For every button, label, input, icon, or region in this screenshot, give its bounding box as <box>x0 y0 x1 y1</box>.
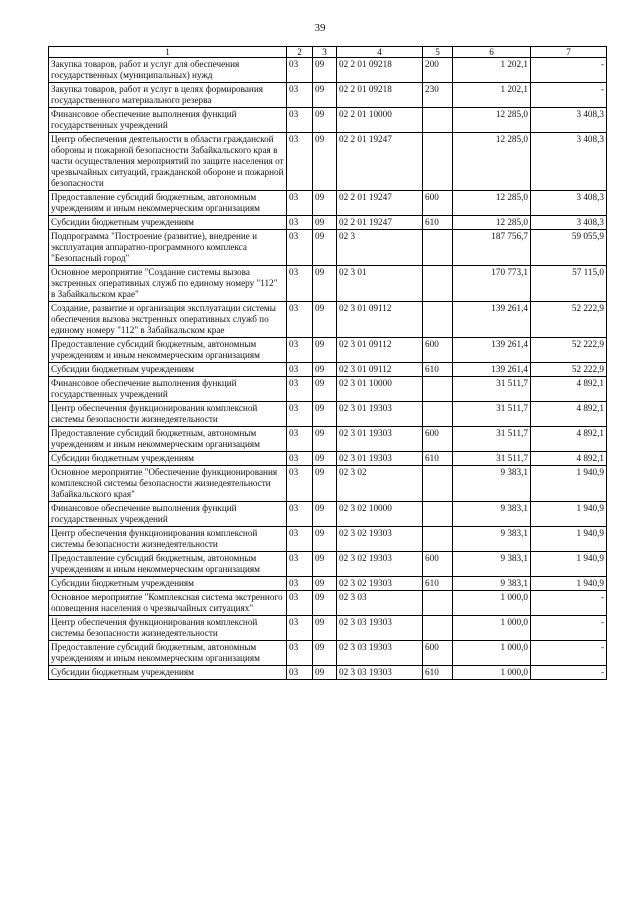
expense-type-cell: 600 <box>423 427 453 452</box>
amount-col6-cell: 12 285,0 <box>453 216 531 230</box>
target-article-cell: 02 2 01 19247 <box>337 133 423 191</box>
section-code-cell: 03 <box>287 338 313 363</box>
expense-type-cell: 610 <box>423 666 453 680</box>
expense-type-cell: 610 <box>423 216 453 230</box>
expense-type-cell <box>423 466 453 502</box>
table-row <box>49 552 607 577</box>
amount-col7-cell: 1 940,9 <box>531 552 607 577</box>
target-article-cell: 02 2 01 09218 <box>337 58 423 83</box>
table-row <box>49 527 607 552</box>
section-code-cell: 03 <box>287 83 313 108</box>
subsection-code-cell: 09 <box>313 527 337 552</box>
row-name-cell: Основное мероприятие "Комплексная система экстренного оповещения населения о чрезвычайных ситуациях" <box>49 591 287 616</box>
section-code-cell: 03 <box>287 427 313 452</box>
target-article-cell: 02 3 02 <box>337 466 423 502</box>
expense-type-cell: 600 <box>423 191 453 216</box>
section-code-cell: 03 <box>287 552 313 577</box>
amount-col7-cell: - <box>531 591 607 616</box>
row-name-cell: Предоставление субсидий бюджетным, автономным учреждениям и иным некоммерческим организациям <box>49 552 287 577</box>
amount-col7-cell: 59 055,9 <box>531 230 607 266</box>
subsection-code-cell: 09 <box>313 552 337 577</box>
subsection-code-cell: 09 <box>313 427 337 452</box>
table-row <box>49 108 607 133</box>
amount-col6-cell: 31 511,7 <box>453 452 531 466</box>
target-article-cell: 02 3 02 19303 <box>337 527 423 552</box>
amount-col6-cell: 170 773,1 <box>453 266 531 302</box>
subsection-code-cell: 09 <box>313 108 337 133</box>
subsection-code-cell: 09 <box>313 402 337 427</box>
subsection-code-cell: 09 <box>313 302 337 338</box>
table-row <box>49 133 607 191</box>
row-name-cell: Субсидии бюджетным учреждениям <box>49 666 287 680</box>
subsection-code-cell: 09 <box>313 363 337 377</box>
amount-col7-cell: 4 892,1 <box>531 377 607 402</box>
amount-col7-cell: 3 408,3 <box>531 133 607 191</box>
subsection-code-cell: 09 <box>313 58 337 83</box>
expense-type-cell <box>423 377 453 402</box>
target-article-cell: 02 3 01 09112 <box>337 302 423 338</box>
amount-col7-cell: 4 892,1 <box>531 452 607 466</box>
table-row <box>49 266 607 302</box>
expense-type-cell <box>423 230 453 266</box>
expense-type-cell: 610 <box>423 577 453 591</box>
table-row <box>49 466 607 502</box>
amount-col7-cell: - <box>531 641 607 666</box>
subsection-code-cell: 09 <box>313 641 337 666</box>
target-article-cell: 02 3 01 09112 <box>337 338 423 363</box>
expense-type-cell <box>423 591 453 616</box>
target-article-cell: 02 3 <box>337 230 423 266</box>
subsection-code-cell: 09 <box>313 452 337 466</box>
header-cell: 3 <box>313 47 337 58</box>
target-article-cell: 02 2 01 19247 <box>337 216 423 230</box>
target-article-cell: 02 3 01 10000 <box>337 377 423 402</box>
amount-col6-cell: 1 000,0 <box>453 616 531 641</box>
expense-type-cell: 610 <box>423 363 453 377</box>
expense-type-cell: 610 <box>423 452 453 466</box>
target-article-cell: 02 3 01 19303 <box>337 402 423 427</box>
subsection-code-cell: 09 <box>313 577 337 591</box>
table-row <box>49 302 607 338</box>
section-code-cell: 03 <box>287 302 313 338</box>
target-article-cell: 02 3 03 19303 <box>337 616 423 641</box>
expense-type-cell: 230 <box>423 83 453 108</box>
amount-col6-cell: 9 383,1 <box>453 552 531 577</box>
target-article-cell: 02 2 01 10000 <box>337 108 423 133</box>
table-row <box>49 216 607 230</box>
row-name-cell: Предоставление субсидий бюджетным, автономным учреждениям и иным некоммерческим организациям <box>49 191 287 216</box>
amount-col6-cell: 9 383,1 <box>453 577 531 591</box>
section-code-cell: 03 <box>287 577 313 591</box>
amount-col6-cell: 9 383,1 <box>453 527 531 552</box>
amount-col6-cell: 1 000,0 <box>453 666 531 680</box>
header-cell: 1 <box>49 47 287 58</box>
table-row <box>49 452 607 466</box>
header-cell: 5 <box>423 47 453 58</box>
section-code-cell: 03 <box>287 377 313 402</box>
header-cell: 7 <box>531 47 607 58</box>
subsection-code-cell: 09 <box>313 502 337 527</box>
header-cell: 2 <box>287 47 313 58</box>
amount-col7-cell: 1 940,9 <box>531 577 607 591</box>
row-name-cell: Предоставление субсидий бюджетным, автономным учреждениям и иным некоммерческим организациям <box>49 641 287 666</box>
row-name-cell: Основное мероприятие "Создание системы вызова экстренных оперативных служб по единому номеру "112" в Забайкальском крае" <box>49 266 287 302</box>
row-name-cell: Предоставление субсидий бюджетным, автономным учреждениям и иным некоммерческим организациям <box>49 338 287 363</box>
amount-col6-cell: 31 511,7 <box>453 427 531 452</box>
expense-type-cell <box>423 616 453 641</box>
subsection-code-cell: 09 <box>313 266 337 302</box>
section-code-cell: 03 <box>287 591 313 616</box>
target-article-cell: 02 2 01 19247 <box>337 191 423 216</box>
table-row <box>49 427 607 452</box>
section-code-cell: 03 <box>287 527 313 552</box>
row-name-cell: Субсидии бюджетным учреждениям <box>49 363 287 377</box>
section-code-cell: 03 <box>287 402 313 427</box>
row-name-cell: Субсидии бюджетным учреждениям <box>49 577 287 591</box>
expense-type-cell: 600 <box>423 338 453 363</box>
amount-col6-cell: 139 261,4 <box>453 302 531 338</box>
target-article-cell: 02 2 01 09218 <box>337 83 423 108</box>
table-row <box>49 641 607 666</box>
amount-col7-cell: - <box>531 83 607 108</box>
amount-col7-cell: 3 408,3 <box>531 108 607 133</box>
table-body <box>49 58 607 680</box>
target-article-cell: 02 3 03 <box>337 591 423 616</box>
row-name-cell: Центр обеспечения функционирования комплексной системы безопасности жизнедеятельности <box>49 527 287 552</box>
section-code-cell: 03 <box>287 666 313 680</box>
section-code-cell: 03 <box>287 466 313 502</box>
target-article-cell: 02 3 02 10000 <box>337 502 423 527</box>
amount-col6-cell: 12 285,0 <box>453 108 531 133</box>
row-name-cell: Закупка товаров, работ и услуг для обеспечения государственных (муниципальных) нужд <box>49 58 287 83</box>
row-name-cell: Центр обеспечения функционирования комплексной системы безопасности жизнедеятельности <box>49 616 287 641</box>
row-name-cell: Финансовое обеспечение выполнения функций государственных учреждений <box>49 108 287 133</box>
target-article-cell: 02 3 03 19303 <box>337 666 423 680</box>
section-code-cell: 03 <box>287 363 313 377</box>
row-name-cell: Предоставление субсидий бюджетным, автономным учреждениям и иным некоммерческим организациям <box>49 427 287 452</box>
subsection-code-cell: 09 <box>313 216 337 230</box>
table-row <box>49 83 607 108</box>
section-code-cell: 03 <box>287 58 313 83</box>
table-row <box>49 191 607 216</box>
row-name-cell: Центр обеспечения деятельности в области гражданской обороны и пожарной безопасности Забайкальского края в части осуществления мероприятий по защите населения от чрезвычайных ситуаций, гражданской обороне и пожарной безопасности <box>49 133 287 191</box>
expense-type-cell: 600 <box>423 641 453 666</box>
target-article-cell: 02 3 01 19303 <box>337 427 423 452</box>
table-row <box>49 502 607 527</box>
target-article-cell: 02 3 01 19303 <box>337 452 423 466</box>
subsection-code-cell: 09 <box>313 230 337 266</box>
page-number: 39 <box>314 22 326 34</box>
target-article-cell: 02 3 02 19303 <box>337 552 423 577</box>
target-article-cell: 02 3 01 09112 <box>337 363 423 377</box>
target-article-cell: 02 3 03 19303 <box>337 641 423 666</box>
amount-col6-cell: 1 202,1 <box>453 83 531 108</box>
section-code-cell: 03 <box>287 616 313 641</box>
amount-col7-cell: - <box>531 666 607 680</box>
amount-col6-cell: 1 000,0 <box>453 641 531 666</box>
row-name-cell: Финансовое обеспечение выполнения функций государственных учреждений <box>49 377 287 402</box>
row-name-cell: Закупка товаров, работ и услуг в целях формирования государственного материального резерва <box>49 83 287 108</box>
table-row <box>49 363 607 377</box>
section-code-cell: 03 <box>287 191 313 216</box>
table-row <box>49 230 607 266</box>
amount-col6-cell: 139 261,4 <box>453 363 531 377</box>
expense-type-cell <box>423 502 453 527</box>
amount-col7-cell: 3 408,3 <box>531 216 607 230</box>
table-row <box>49 338 607 363</box>
subsection-code-cell: 09 <box>313 666 337 680</box>
amount-col6-cell: 31 511,7 <box>453 377 531 402</box>
subsection-code-cell: 09 <box>313 591 337 616</box>
budget-table <box>48 46 607 680</box>
subsection-code-cell: 09 <box>313 338 337 363</box>
table-row <box>49 58 607 83</box>
expense-type-cell <box>423 527 453 552</box>
amount-col6-cell: 9 383,1 <box>453 502 531 527</box>
row-name-cell: Подпрограмма "Построение (развитие), внедрение и эксплуатация аппаратно-программного комплекса "Безопасный город" <box>49 230 287 266</box>
section-code-cell: 03 <box>287 108 313 133</box>
expense-type-cell <box>423 133 453 191</box>
expense-type-cell: 200 <box>423 58 453 83</box>
amount-col7-cell: 52 222,9 <box>531 302 607 338</box>
amount-col6-cell: 139 261,4 <box>453 338 531 363</box>
row-name-cell: Субсидии бюджетным учреждениям <box>49 216 287 230</box>
section-code-cell: 03 <box>287 133 313 191</box>
subsection-code-cell: 09 <box>313 377 337 402</box>
amount-col6-cell: 9 383,1 <box>453 466 531 502</box>
amount-col7-cell: 52 222,9 <box>531 363 607 377</box>
expense-type-cell <box>423 402 453 427</box>
table-row <box>49 616 607 641</box>
row-name-cell: Субсидии бюджетным учреждениям <box>49 452 287 466</box>
amount-col7-cell: 4 892,1 <box>531 402 607 427</box>
table-row <box>49 377 607 402</box>
amount-col7-cell: 1 940,9 <box>531 502 607 527</box>
row-name-cell: Основное мероприятие "Обеспечение функционирования комплексной системы безопасности жизнедеятельности Забайкальского края" <box>49 466 287 502</box>
section-code-cell: 03 <box>287 266 313 302</box>
amount-col7-cell: 52 222,9 <box>531 338 607 363</box>
amount-col6-cell: 1 202,1 <box>453 58 531 83</box>
target-article-cell: 02 3 01 <box>337 266 423 302</box>
table-row <box>49 666 607 680</box>
amount-col7-cell: 1 940,9 <box>531 466 607 502</box>
amount-col7-cell: 57 115,0 <box>531 266 607 302</box>
subsection-code-cell: 09 <box>313 616 337 641</box>
section-code-cell: 03 <box>287 641 313 666</box>
amount-col6-cell: 1 000,0 <box>453 591 531 616</box>
header-cell: 4 <box>337 47 423 58</box>
amount-col7-cell: - <box>531 58 607 83</box>
subsection-code-cell: 09 <box>313 466 337 502</box>
expense-type-cell <box>423 108 453 133</box>
amount-col7-cell: 3 408,3 <box>531 191 607 216</box>
header-cell: 6 <box>453 47 531 58</box>
section-code-cell: 03 <box>287 452 313 466</box>
section-code-cell: 03 <box>287 230 313 266</box>
table-row <box>49 402 607 427</box>
row-name-cell: Центр обеспечения функционирования комплексной системы безопасности жизнедеятельности <box>49 402 287 427</box>
subsection-code-cell: 09 <box>313 133 337 191</box>
section-code-cell: 03 <box>287 502 313 527</box>
amount-col7-cell: 4 892,1 <box>531 427 607 452</box>
row-name-cell: Создание, развитие и организация эксплуатации системы обеспечения вызова экстренных оперативных служб по единому номеру "112" в Забайкальском крае <box>49 302 287 338</box>
table-row <box>49 591 607 616</box>
amount-col6-cell: 31 511,7 <box>453 402 531 427</box>
row-name-cell: Финансовое обеспечение выполнения функций государственных учреждений <box>49 502 287 527</box>
amount-col6-cell: 12 285,0 <box>453 133 531 191</box>
expense-type-cell <box>423 302 453 338</box>
expense-type-cell: 600 <box>423 552 453 577</box>
target-article-cell: 02 3 02 19303 <box>337 577 423 591</box>
section-code-cell: 03 <box>287 216 313 230</box>
subsection-code-cell: 09 <box>313 83 337 108</box>
amount-col6-cell: 187 756,7 <box>453 230 531 266</box>
header-row <box>49 47 607 58</box>
expense-type-cell <box>423 266 453 302</box>
amount-col7-cell: 1 940,9 <box>531 527 607 552</box>
amount-col7-cell: - <box>531 616 607 641</box>
amount-col6-cell: 12 285,0 <box>453 191 531 216</box>
subsection-code-cell: 09 <box>313 191 337 216</box>
table-row <box>49 577 607 591</box>
